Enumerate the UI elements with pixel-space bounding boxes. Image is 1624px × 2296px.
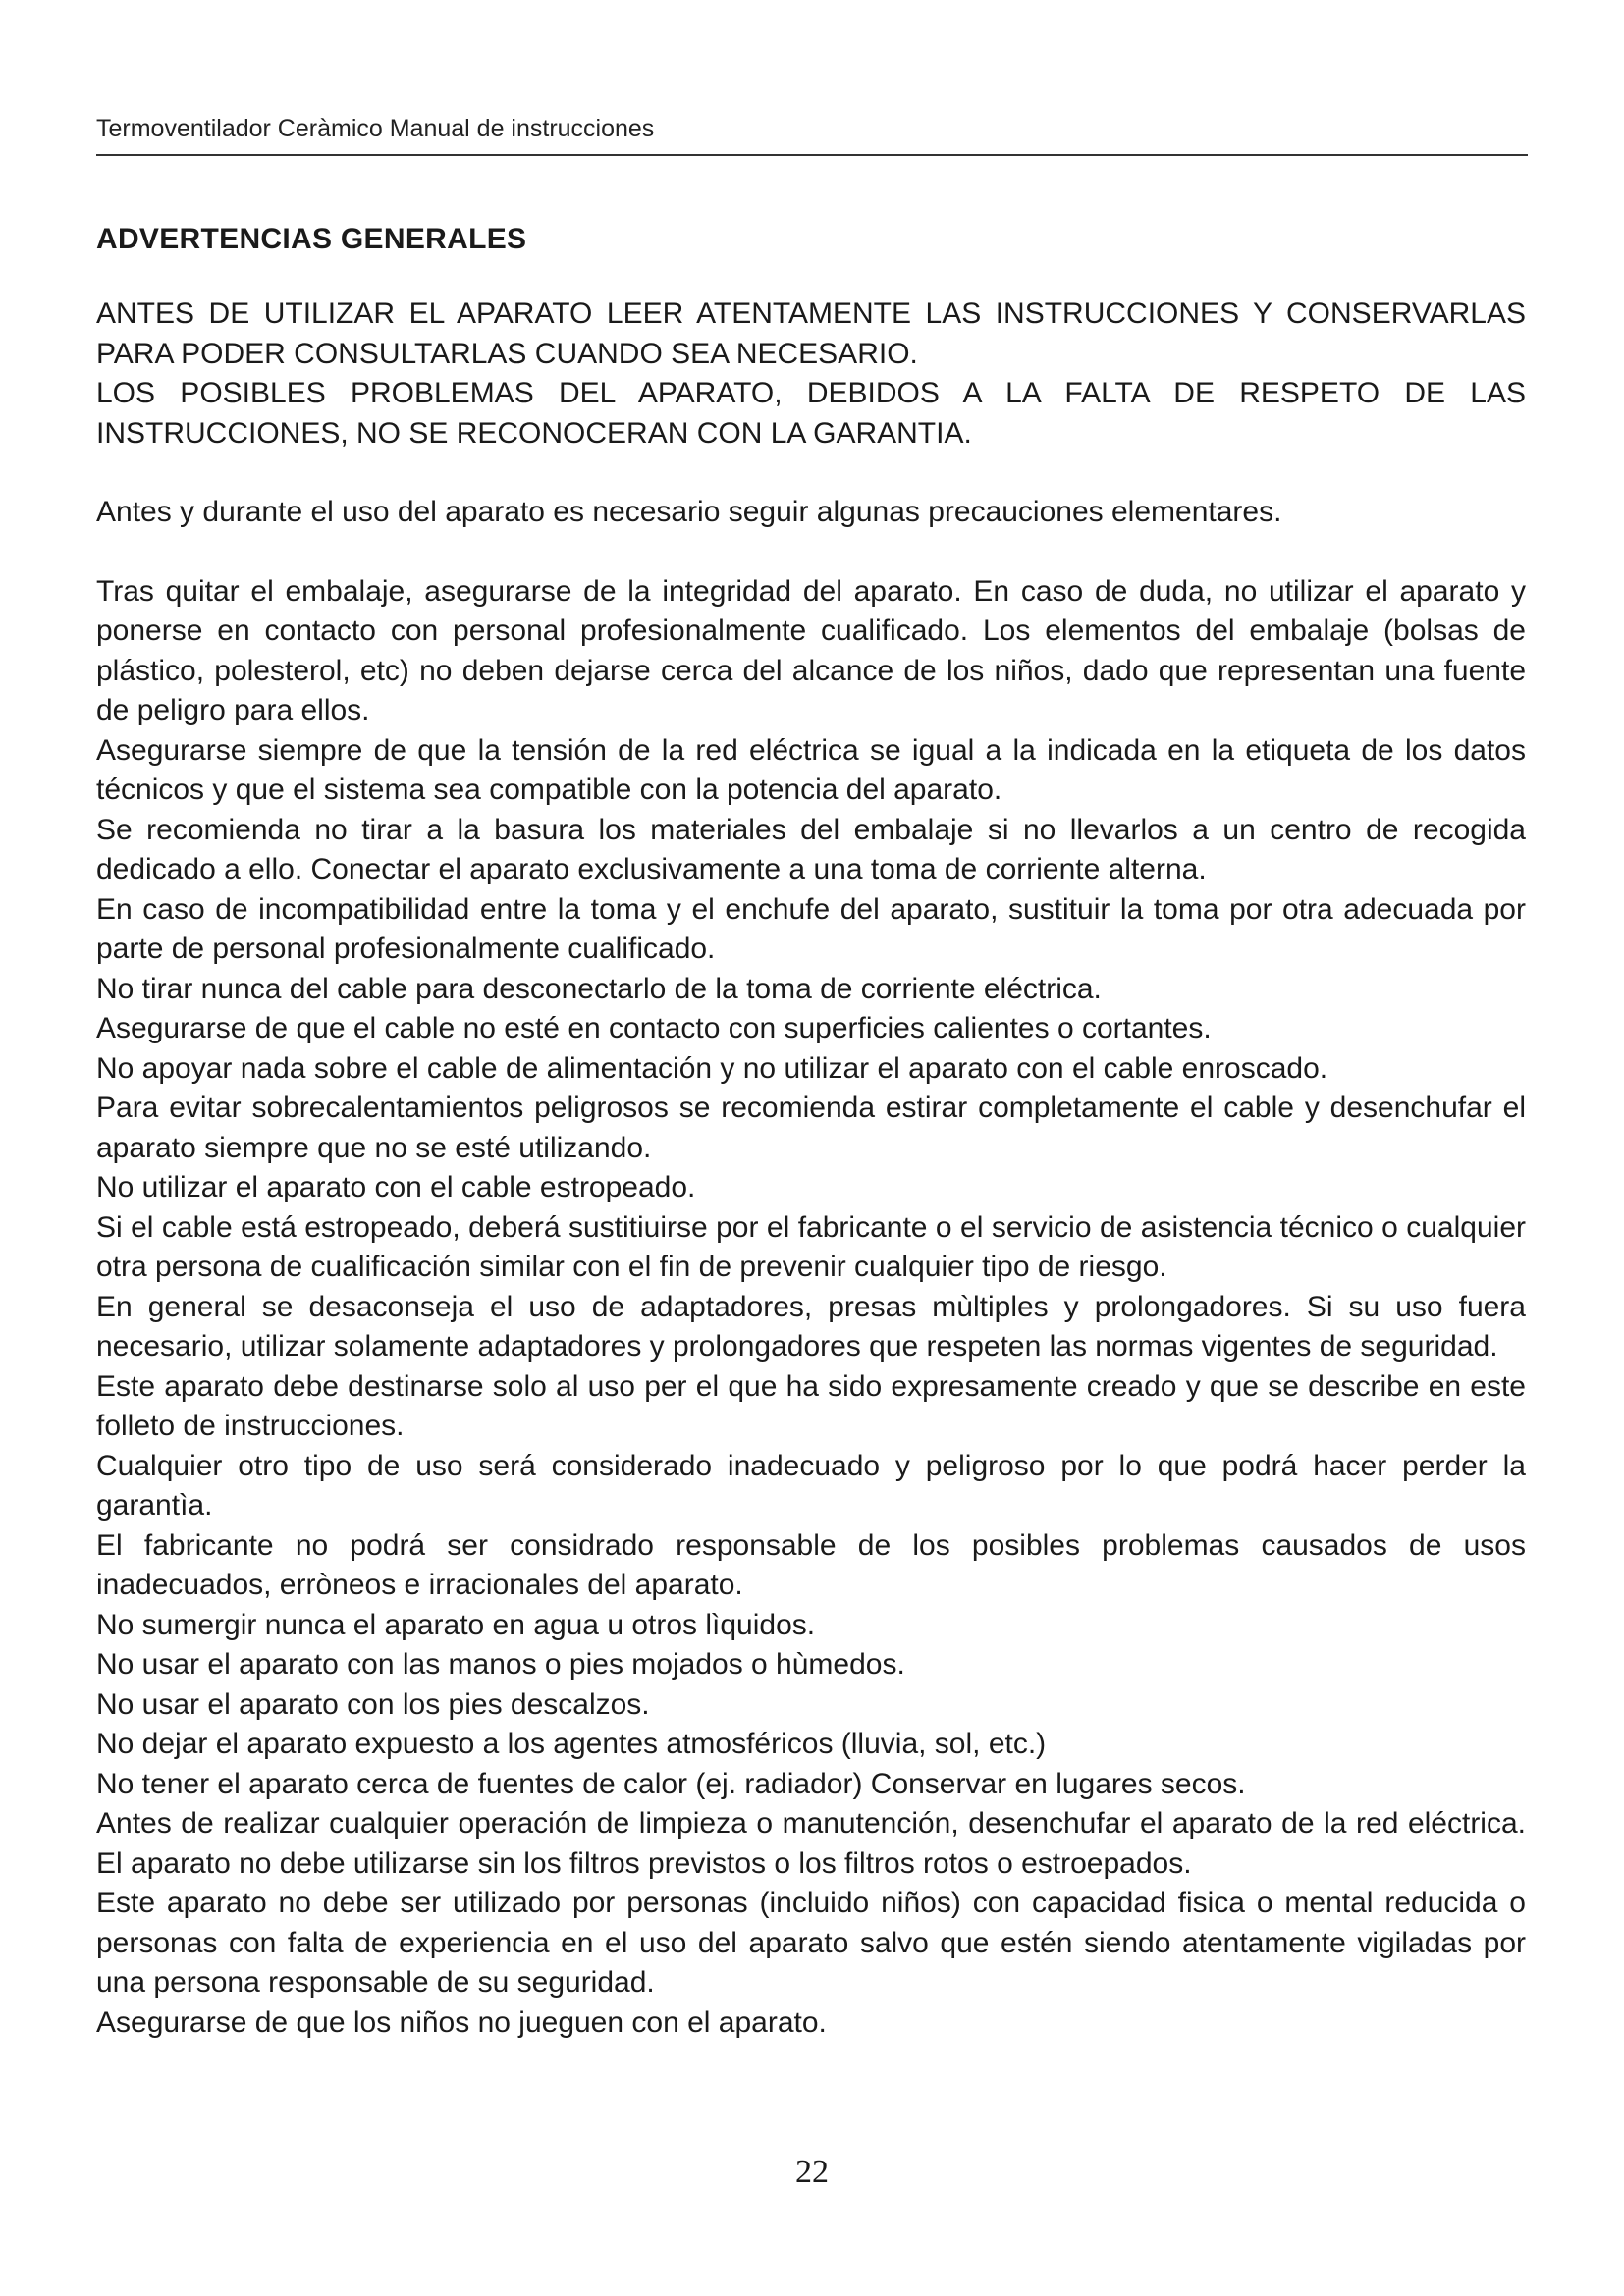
header-divider (96, 154, 1528, 156)
warning-paragraph: Para evitar sobrecalentamientos peligrosos se recomienda estirar completamente el cable y desenchufar el aparato siempre que no se esté utilizando. (96, 1092, 1526, 1164)
warning-paragraph: En general se desaconseja el uso de adaptadores, presas mùltiples y prolongadores. Si su uso fuera necesario, utilizar solamente adaptadores y prolongadores que respeten las normas vigentes de seguridad. (96, 1290, 1526, 1362)
manual-page (96, 0, 1528, 2296)
warning-paragraph: No usar el aparato con las manos o pies mojados o hùmedos. (96, 1648, 905, 1681)
warning-paragraph: No usar el aparato con los pies descalzos. (96, 1687, 650, 1721)
warning-paragraph: No tirar nunca del cable para desconectarlo de la toma de corriente eléctrica. (96, 972, 1102, 1005)
warning-paragraph: Se recomienda no tirar a la basura los materiales del embalaje si no llevarlos a un centro de recogida dedicado a ello. Conectar el aparato exclusivamente a una toma de corriente alterna. (96, 813, 1526, 885)
warning-paragraph: Cualquier otro tipo de uso será considerado inadecuado y peligroso por lo que podrá hacer perder la garantìa. (96, 1449, 1526, 1522)
running-header: Termoventilador Ceràmico Manual de instrucciones (96, 115, 655, 142)
warning-paragraph: Asegurarse siempre de que la tensión de la red eléctrica se igual a la indicada en la etiqueta de los datos técnicos y que el sistema sea compatible con la potencia del aparato. (96, 733, 1526, 806)
intro-paragraph: Antes y durante el uso del aparato es necesario seguir algunas precauciones elementares. (96, 496, 1282, 528)
warning-paragraph: Antes de realizar cualquier operación de limpieza o manutención, desenchufar el aparato de la red eléctrica. El aparato no debe utilizarse sin los filtros previstos o los filtros rotos o estroepados. (96, 1807, 1526, 1880)
warning-paragraph: Este aparato no debe ser utilizado por personas (incluido niños) con capacidad fisica o mental reducida o personas con falta de experiencia en el uso del aparato salvo que estén siendo atentamente vigiladas por una persona responsable de su seguridad. (96, 1887, 1526, 1999)
page-number: 22 (795, 2154, 829, 2190)
warning-paragraph: No dejar el aparato expuesto a los agentes atmosféricos (lluvia, sol, etc.) (96, 1728, 1047, 1760)
warning-paragraph: En caso de incompatibilidad entre la toma y el enchufe del aparato, sustituir la toma por otra adecuada por parte de personal profesionalmente cualificado. (96, 892, 1526, 965)
warnings-body (96, 294, 1526, 2043)
warning-paragraph: Asegurarse de que los niños no jueguen con el aparato. (96, 2005, 827, 2039)
warning-paragraph: Tras quitar el embalaje, asegurarse de la integridad del aparato. En caso de duda, no utilizar el aparato y ponerse en contacto con personal profesionalmente cualificado. Los elementos del embalaje (bolsas de plástico, polesterol, etc) no deben dejarse cerca del alcance de los niños, dado que representan una fuente de peligro para ellos. (96, 574, 1526, 726)
warning-paragraph: Si el cable está estropeado, deberá sustitiuirse por el fabricante o el servicio de asistencia técnico o cualquier otra persona de cualificación similar con el fin de prevenir cualquier tipo de riesgo. (96, 1210, 1526, 1283)
warning-paragraph: Asegurarse de que el cable no esté en contacto con superficies calientes o cortantes. (96, 1012, 1212, 1044)
warning-paragraph: El fabricante no podrá ser considrado responsable de los posibles problemas causados de usos inadecuados, erròneos e irracionales del aparato. (96, 1528, 1526, 1601)
warning-paragraph: No utilizar el aparato con el cable estropeado. (96, 1171, 696, 1203)
caps-paragraph-1: ANTES DE UTILIZAR EL APARATO LEER ATENTAMENTE LAS INSTRUCCIONES Y CONSERVARLAS PARA PODER CONSULTARLAS CUANDO SEA NECESARIO. (96, 297, 1526, 370)
section-title: ADVERTENCIAS GENERALES (96, 223, 527, 255)
warning-paragraph: Este aparato debe destinarse solo al uso per el que ha sido expresamente creado y que se describe en este folleto de instrucciones. (96, 1369, 1526, 1442)
warning-paragraph: No apoyar nada sobre el cable de alimentación y no utilizar el aparato con el cable enroscado. (96, 1051, 1328, 1085)
caps-paragraph-2: LOS POSIBLES PROBLEMAS DEL APARATO, DEBIDOS A LA FALTA DE RESPETO DE LAS INSTRUCCIONES, NO SE RECONOCERAN CON LA GARANTIA. (96, 377, 1526, 450)
caps-notice (96, 294, 1526, 454)
warning-paragraph: No tener el aparato cerca de fuentes de calor (ej. radiador) Conservar en lugares secos. (96, 1767, 1246, 1800)
warnings-list (96, 572, 1526, 2044)
warning-paragraph: No sumergir nunca el aparato en agua u otros lìquidos. (96, 1608, 816, 1641)
